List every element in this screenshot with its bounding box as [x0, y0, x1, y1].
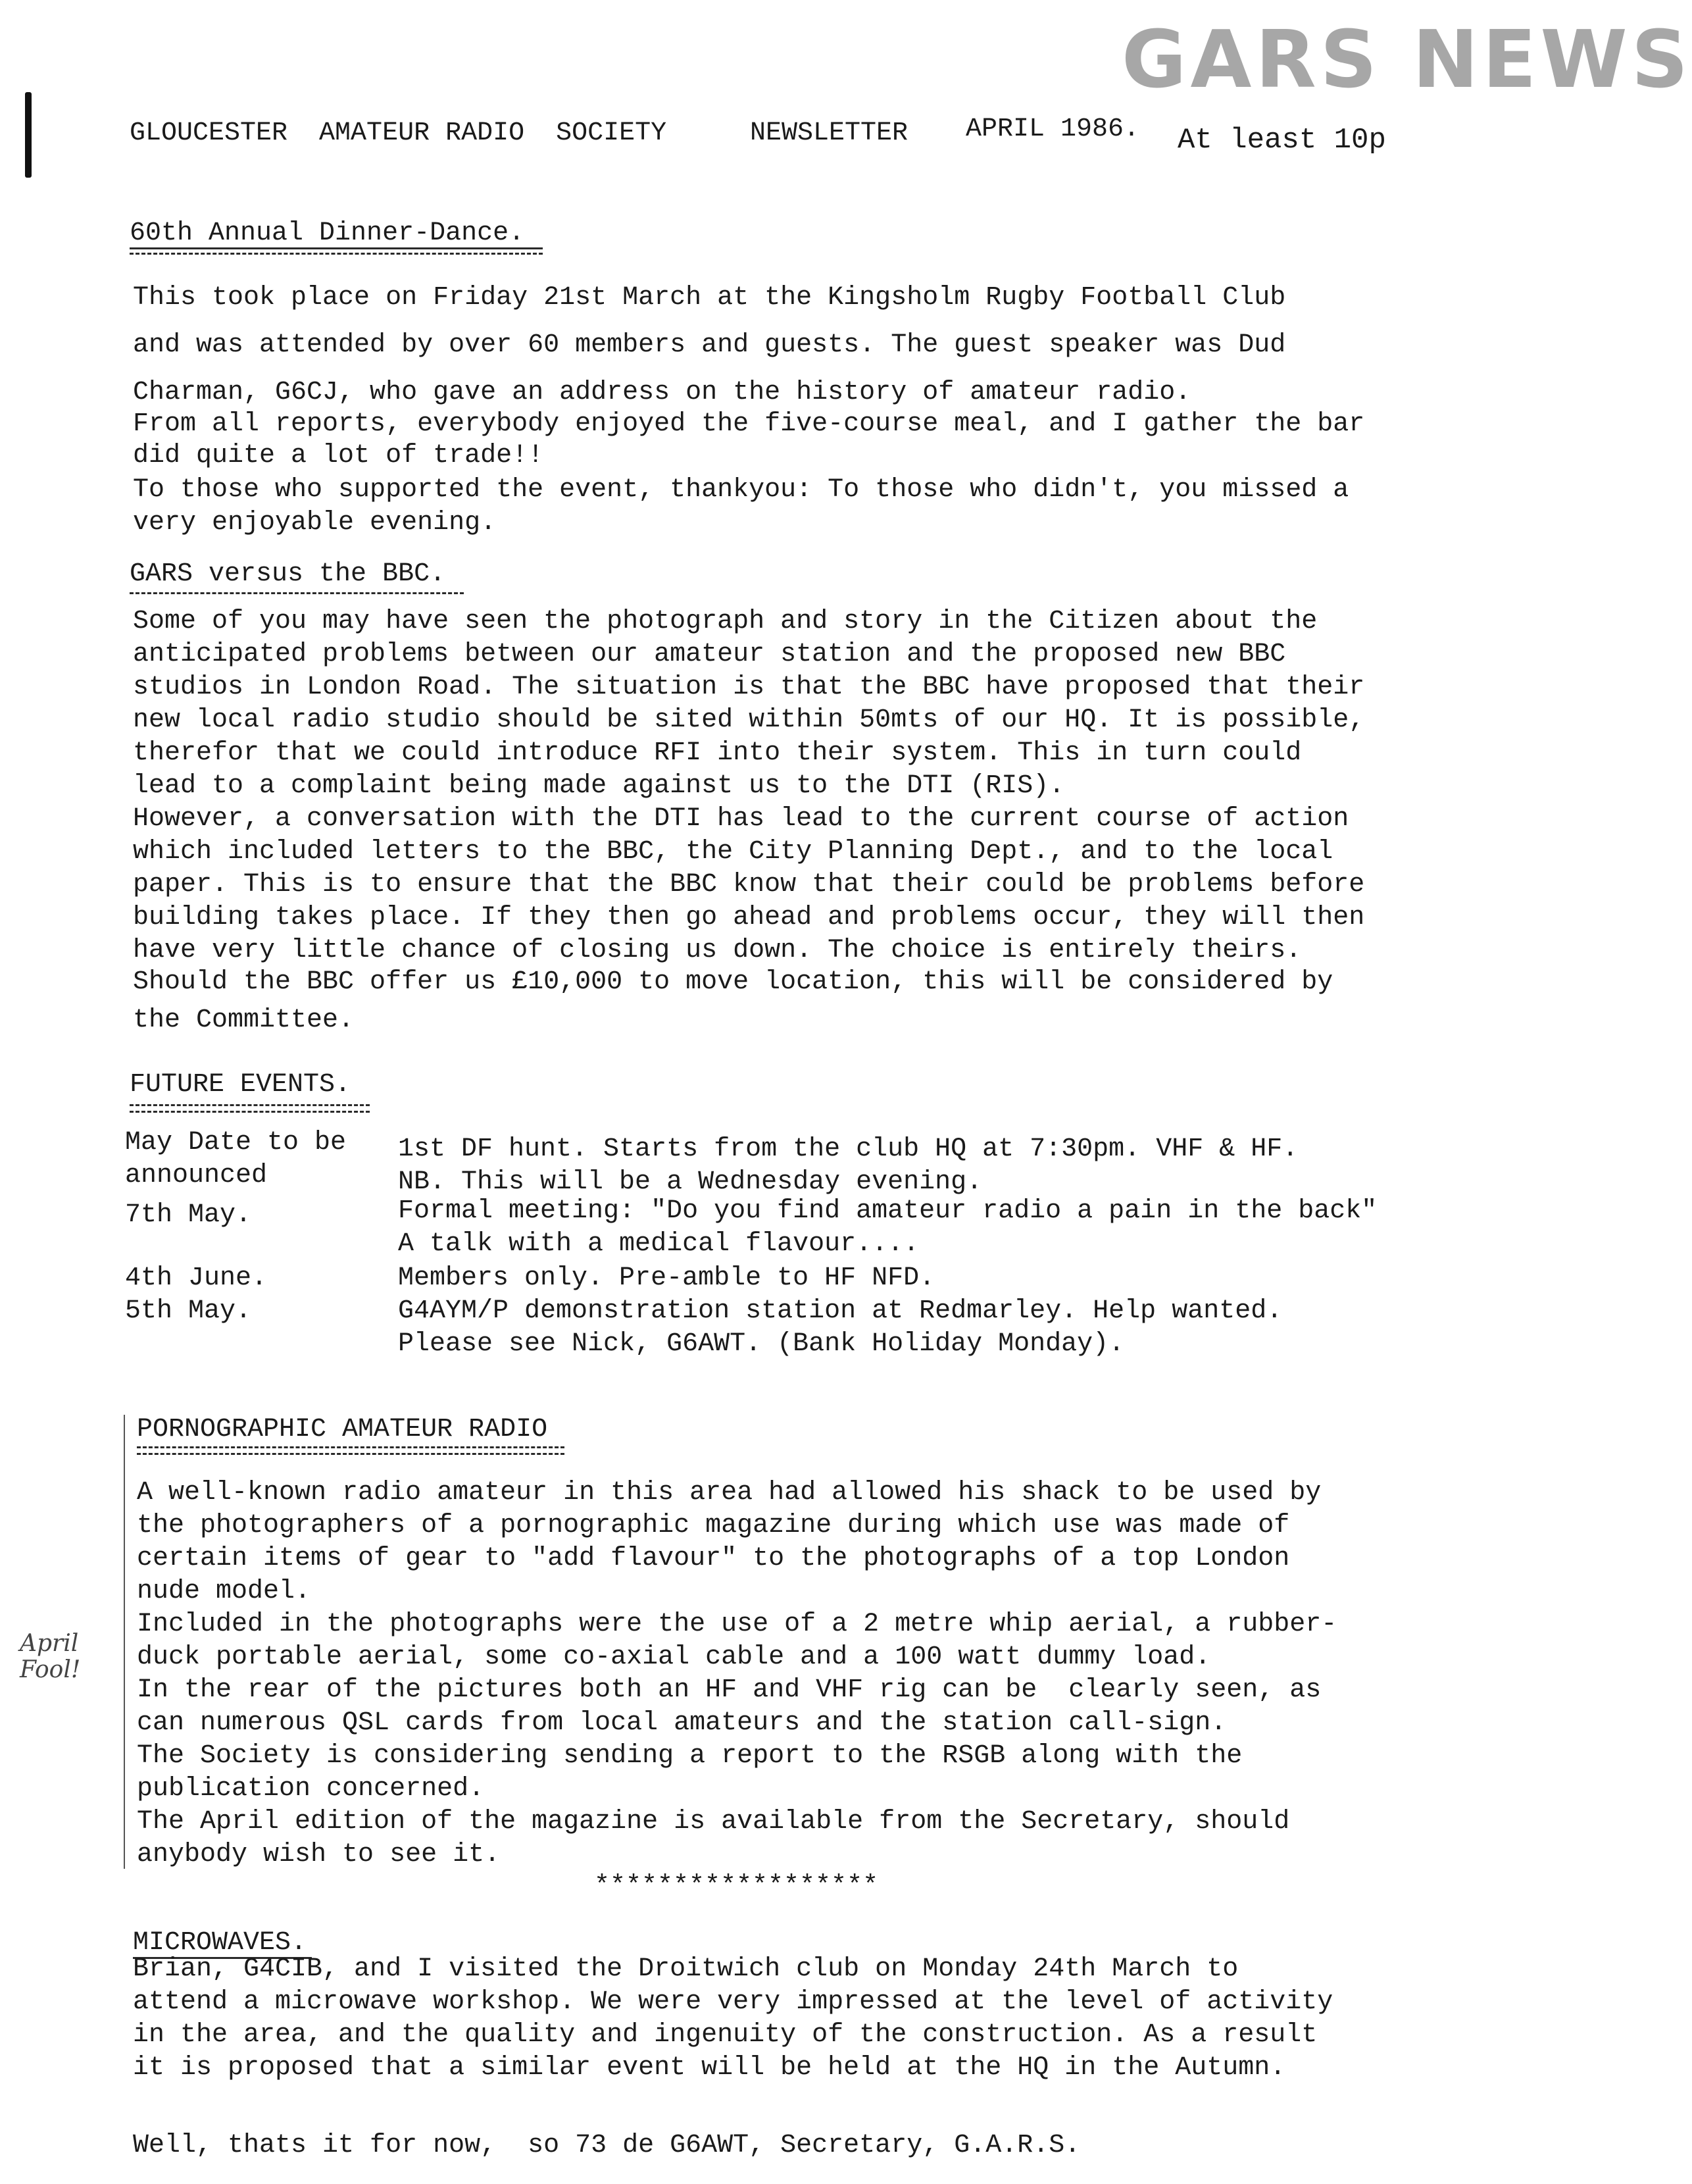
porn-line: can numerous QSL cards from local amateurs and the station call-sign.: [137, 1708, 1227, 1738]
porn-line: A well-known radio amateur in this area had allowed his shack to be used by: [137, 1478, 1322, 1508]
bbc-underline: [130, 592, 464, 594]
events-underline-2: [130, 1111, 370, 1113]
events-heading: FUTURE EVENTS.: [130, 1070, 351, 1100]
porn-line: duck portable aerial, some co-axial cable and a 100 watt dummy load.: [137, 1642, 1211, 1672]
dinner-line: very enjoyable evening.: [133, 508, 497, 538]
society-name: GLOUCESTER AMATEUR RADIO SOCIETY: [130, 118, 667, 148]
bbc-line: However, a conversation with the DTI has lead to the current course of action: [133, 804, 1349, 834]
bbc-line: paper. This is to ensure that the BBC know that their could be problems before: [133, 870, 1365, 900]
porn-line: The Society is considering sending a report to the RSGB along with the: [137, 1741, 1243, 1771]
price-note: At least 10p: [1178, 124, 1386, 157]
porn-line: In the rear of the pictures both an HF and VHF rig can be clearly seen, as: [137, 1675, 1322, 1705]
bbc-heading: GARS versus the BBC.: [130, 559, 446, 589]
dinner-line: Charman, G6CJ, who gave an address on the history of amateur radio.: [133, 378, 1191, 407]
bbc-line: have very little chance of closing us down. The choice is entirely theirs.: [133, 936, 1302, 965]
dinner-line: did quite a lot of trade!!: [133, 441, 544, 470]
margin-bracket: [124, 1415, 134, 1869]
microwaves-line: attend a microwave workshop. We were very impressed at the level of activity: [133, 1987, 1333, 2017]
bbc-line: anticipated problems between our amateur station and the proposed new BBC: [133, 640, 1286, 669]
events-underline: [130, 1104, 370, 1106]
newsletter-label: NEWSLETTER: [750, 118, 908, 148]
event-date: 7th May.: [125, 1200, 252, 1230]
bbc-line: the Committee.: [133, 1005, 355, 1035]
porn-line: publication concerned.: [137, 1774, 485, 1804]
bbc-line: building takes place. If they then go ahead and problems occur, they will then: [133, 903, 1365, 932]
microwaves-line: it is proposed that a similar event will be held at the HQ in the Autumn.: [133, 2053, 1286, 2083]
newsletter-date: APRIL 1986.: [966, 114, 1140, 144]
margin-mark: [25, 92, 32, 178]
event-description: 1st DF hunt. Starts from the club HQ at 7:30pm. VHF & HF. NB. This will be a Wednesday evening.: [398, 1134, 1299, 1197]
dinner-heading: 60th Annual Dinner-Dance.: [130, 218, 525, 248]
bbc-line: which included letters to the BBC, the City Planning Dept., and to the local: [133, 837, 1333, 867]
porn-line: Included in the photographs were the use of a 2 metre whip aerial, a rubber-: [137, 1610, 1337, 1639]
dinner-line: From all reports, everybody enjoyed the five-course meal, and I gather the bar: [133, 409, 1365, 439]
bbc-line: therefor that we could introduce RFI into their system. This in turn could: [133, 738, 1302, 768]
margin-note: April Fool!: [20, 1630, 81, 1683]
event-description: G4AYM/P demonstration station at Redmarley. Help wanted. Please see Nick, G6AWT. (Bank Holiday Monday).: [398, 1296, 1283, 1359]
porn-line: nude model.: [137, 1577, 311, 1606]
bbc-line: studios in London Road. The situation is that the BBC have proposed that their: [133, 673, 1365, 702]
porn-underline: [137, 1446, 564, 1448]
dinner-line: To those who supported the event, thankyou: To those who didn't, you missed a: [133, 475, 1349, 505]
dinner-line: This took place on Friday 21st March at the Kingsholm Rugby Football Club: [133, 283, 1286, 313]
bbc-line: new local radio studio should be sited within 50mts of our HQ. It is possible,: [133, 705, 1365, 735]
microwaves-heading: MICROWAVES.: [133, 1928, 307, 1958]
gars-news-stamp: GARS NEWS: [1122, 14, 1692, 106]
porn-heading: PORNOGRAPHIC AMATEUR RADIO: [137, 1415, 548, 1444]
event-description: Members only. Pre-amble to HF NFD.: [398, 1263, 935, 1293]
microwaves-line: Brian, G4CIB, and I visited the Droitwich club on Monday 24th March to: [133, 1954, 1239, 1984]
bbc-line: Should the BBC offer us £10,000 to move location, this will be considered by: [133, 967, 1333, 997]
dinner-underline: [130, 247, 543, 249]
event-date: 4th June.: [125, 1263, 268, 1293]
event-description: Formal meeting: "Do you find amateur radio a pain in the back" A talk with a medical flavour....: [398, 1196, 1378, 1259]
microwaves-line: in the area, and the quality and ingenuity of the construction. As a result: [133, 2020, 1318, 2050]
dinner-underline-2: [130, 253, 543, 255]
porn-line: the photographers of a pornographic magazine during which use was made of: [137, 1511, 1290, 1540]
dinner-line: and was attended by over 60 members and guests. The guest speaker was Dud: [133, 330, 1286, 360]
separator-stars: ******************: [594, 1871, 879, 1901]
porn-line: anybody wish to see it.: [137, 1840, 501, 1869]
porn-line: certain items of gear to "add flavour" to the photographs of a top London: [137, 1544, 1290, 1573]
event-date: May Date to be announced: [125, 1128, 347, 1190]
bbc-line: Some of you may have seen the photograph and story in the Citizen about the: [133, 607, 1318, 636]
porn-line: The April edition of the magazine is available from the Secretary, should: [137, 1807, 1290, 1837]
event-date: 5th May.: [125, 1296, 252, 1326]
porn-underline-2: [137, 1453, 564, 1455]
signoff: Well, thats it for now, so 73 de G6AWT, Secretary, G.A.R.S.: [133, 2131, 1081, 2160]
bbc-line: lead to a complaint being made against us to the DTI (RIS).: [133, 771, 1065, 801]
